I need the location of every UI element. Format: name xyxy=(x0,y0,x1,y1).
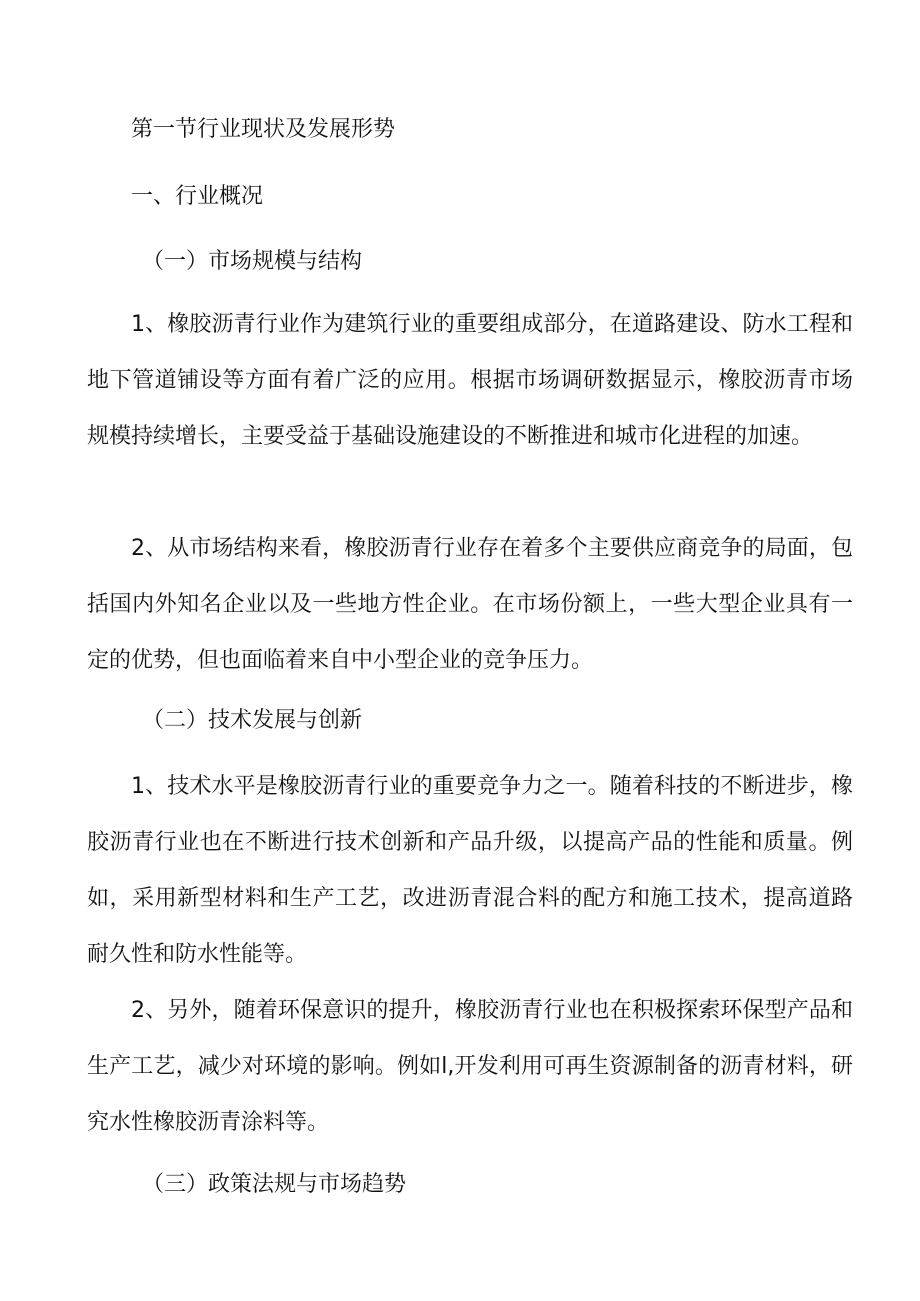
subheading-market-size: （一）市场规模与结构 xyxy=(142,249,363,274)
paragraph-market-structure: 2、从市场结构来看，橡胶沥青行业存在着多个主要供应商竞争的局面，包括国内外知名企业以及一些地方性企业。在市场份额上，一些大型企业具有一定的优势，但也面临着来自中小型企业的竞争压力。 xyxy=(87,536,853,673)
section-title: 第一节行业现状及发展形势 xyxy=(131,117,396,142)
subheading-technology: （二）技术发展与创新 xyxy=(142,708,363,733)
paragraph-environmental: 2、另外，随着环保意识的提升，橡胶沥青行业也在积极探索环保型产品和生产工艺，减少对环境的影响。例如l,开发利用可再生资源制备的沥青材料，研究水性橡胶沥青涂料等。 xyxy=(87,998,853,1135)
paragraph-market-size: 1、橡胶沥青行业作为建筑行业的重要组成部分，在道路建设、防水工程和地下管道铺设等方面有着广泛的应用。根据市场调研数据显示，橡胶沥青市场规模持续增长，主要受益于基础设施建设的不断推进和城市化进程的加速。 xyxy=(87,312,853,449)
subheading-policy: （三）政策法规与市场趋势 xyxy=(142,1172,407,1197)
paragraph-technology-level: 1、技术水平是橡胶沥青行业的重要竞争力之一。随着科技的不断进步，橡胶沥青行业也在不断进行技术创新和产品升级，以提高产品的性能和质量。例如，采用新型材料和生产工艺，改进沥青混合料的配方和施工技术，提高道路耐久性和防水性能等。 xyxy=(87,774,853,967)
heading-industry-overview: 一、行业概况 xyxy=(131,184,264,209)
